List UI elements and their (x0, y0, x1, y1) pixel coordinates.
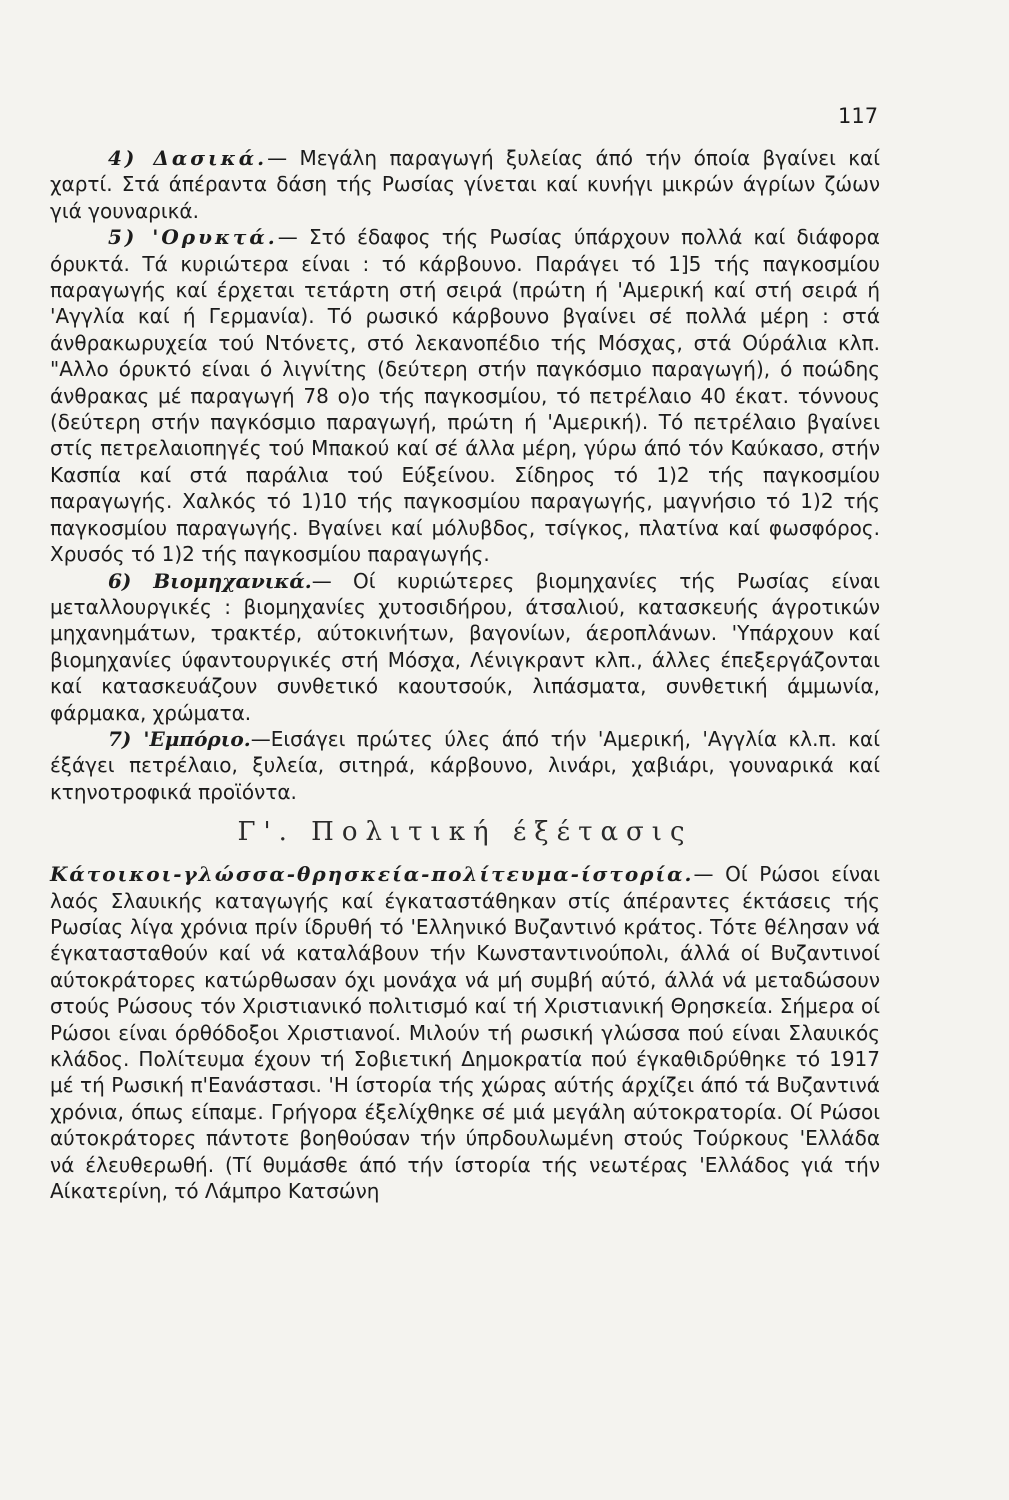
paragraph-forestry (50, 145, 880, 224)
body-industry: — Οί κυριώτερες βιομηχανίες τής Ρωσίας είναι μεταλλουργικές : βιομηχανίες χυτοσιδήρου, άτσαλιού, κατασκευής άγροτικών μηχανημάτων, τρακτέρ, αύτοκινήτων, βαγονίων, άεροπλάνων. 'Υπάρχουν καί βιομηχανίες ύφαντουργικές στή Μόσχα, Λένιγκραντ κλπ., άλλες έπεξεργάζονται καί κατασκευάζουν συνθετικό καουτσούκ, λιπάσματα, συνθετική άμμωνία, φάρμακα, χρώματα. (50, 568, 881, 725)
heading-forestry: 4) Δασικά. (108, 146, 268, 170)
heading-industry: 6) Βιομηχανικά. (108, 568, 312, 593)
body-political: — Οί Ρώσοι είναι λαός Σλαυικής καταγωγής καί έγκαταστάθηκαν στίς άπέραντες έκτάσεις τής Ρωσίας λίγα χρόνια πρίν ίδρυθή τό 'Ελληνικό Βυζαντινό κράτος. Τότε θέλησαν νά έγκατασταθούν καί νά καταλάβουν τήν Κωνσταντινούπολι, άλλά οί Βυζαντινοί αύτοκράτορες κατώρθωσαν όχι μονάχα νά μή συμβή αύτό, άλλά νά μεταδώσουν στούς Ρώσους τόν Χριστιανικό πολιτισμό καί τή Χριστιανική Θρησκεία. Σήμερα οί Ρώσοι είναι όρθόδοξοι Χριστιανοί. Μιλούν τή ρωσική γλώσσα πού είναι Σλαυικός κλάδος. Πολίτευμα έχουν τή Σοβιετική Δημοκρατία πού έγκαθιδρύθηκε τό 1917 μέ τή Ρωσική π'Εανάστασι. 'Η ίστορία τής χώρας αύτής άρχίζει άπό τά Βυζαντινά χρόνια, όπως είπαμε. Γρήγορα έξελίχθηκε σέ μιά μεγάλη αύτοκρατορία. Οί Ρώσοι αύτοκράτορες πάντοτε βοηθούσαν τήν ύπρδουλωμένη στούς Τούρκους 'Ελλάδα νά έλευθερωθή. (Τί θυμάσθε άπό τήν ίστορία τής νεωτέρας 'Ελλάδος γιά τήν Αίκατερίνη, τό Λάμπρο Κατσώνη (50, 862, 880, 1204)
body-minerals: — Στό έδαφος τής Ρωσίας ύπάρχουν πολλά καί διάφορα όρυκτά. Τά κυριώτερα είναι : τό κάρβουνο. Παράγει τό 1]5 τής παγκοσμίου παραγωγής καί έρχεται τετάρτη στή σειρά (πρώτη ή 'Αμερική καί στή σειρά ή 'Αγγλία καί ή Γερμανία). Τό ρωσικό κάρβουνο βγαίνει σέ πολλά μέρη : στά άνθρακωρυχεία τού Ντόνετς, στό λεκανοπέδιο τής Μόσχας, στά Ούράλια κλπ. "Αλλο όρυκτό είναι ό λιγνίτης (δεύτερη στήν παγκόσμιο παραγωγή), ό ποώδης άνθρακας μέ παραγωγή 78 ο)ο τής παγκοσμίου, τό πετρέλαιο 40 έκατ. τόννους (δεύτερη στήν παγκόσμιο παραγωγή, πρώτη ή 'Αμερική). Τό πετρέλαιο βγαίνει στίς πετρελαιοπηγές τού Μπακού καί σέ άλλα μέρη, γύρω άπό τόν Καύκασο, στήν Κασπία καί στά παράλια τού Εύξείνου. Σίδηρος τό 1)2 τής παγκοσμίου παραγωγής. Χαλκός τό 1)10 τής παγκοσμίου παραγωγής, μαγνήσιο τό 1)2 τής παγκοσμίου παραγωγής. Βγαίνει καί μόλυβδος, τσίγκος, πλατίνα καί φωσφόρος. Χρυσός τό 1)2 τής παγκοσμίου παραγωγής. (50, 225, 880, 567)
section-title: Γ'. Πολιτική έξέτασις (237, 817, 693, 848)
heading-minerals: 5) 'Ορυκτά. (108, 225, 278, 250)
text-column (50, 145, 880, 1204)
paragraph-trade (50, 726, 880, 805)
paragraph-minerals (50, 224, 880, 567)
page-number: 117 (838, 104, 879, 128)
subheading-political: Κάτοικοι-γλώσσα-θρησκεία-πολίτευμα-ίστορία. (50, 862, 694, 887)
body-forestry: — Μεγάλη παραγωγή ξυλείας άπό τήν όποία βγαίνει καί χαρτί. Στά άπέραντα δάση τής Ρωσίας γίνεται καί κυνήγι μικρών άγρίων ζώων γιά γουναρικά. (50, 146, 880, 223)
body-trade: —Εισάγει πρώτες ύλες άπό τήν 'Αμερική, 'Αγγλία κλ.π. καί έξάγει πετρέλαιο, ξυλεία, σιτηρά, κάρβουνο, λινάρι, χαβιάρι, γουναρικά καί κτηνοτροφικά προϊόντα. (50, 726, 880, 804)
paragraph-political (50, 861, 880, 1204)
paragraph-industry (50, 568, 880, 726)
heading-trade: 7) 'Εμπόριο. (108, 726, 251, 751)
